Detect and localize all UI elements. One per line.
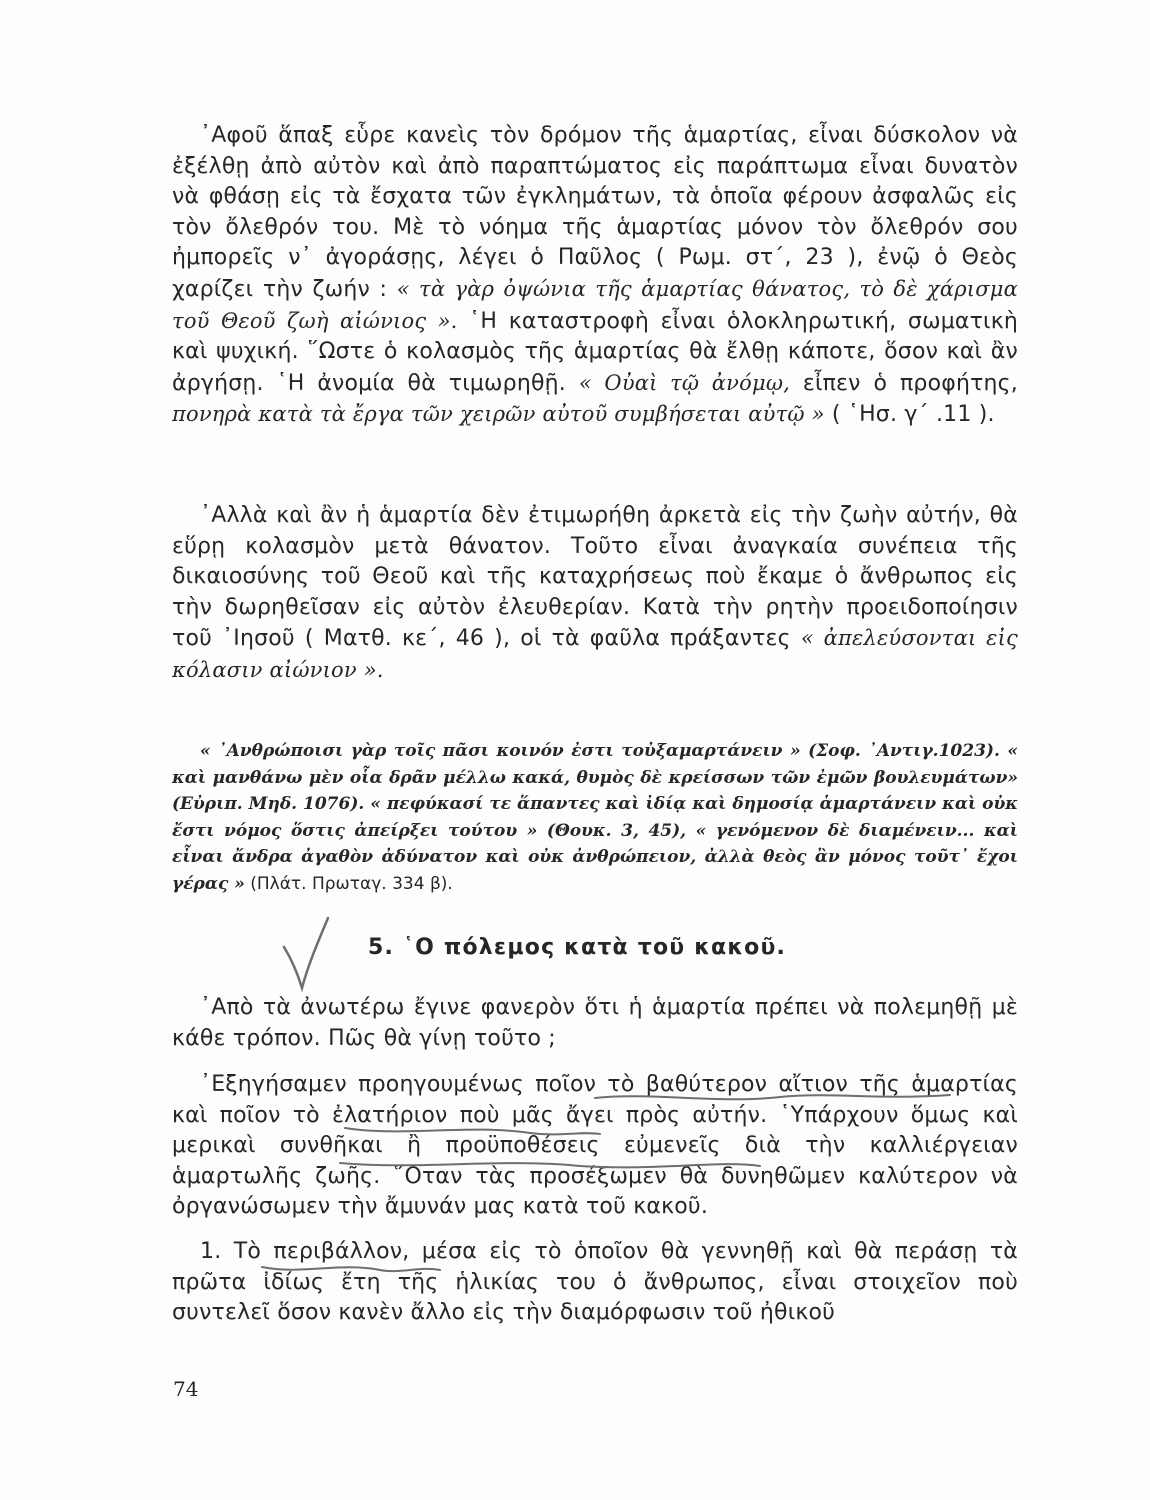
scripture-quote-isaiah-2: πονηρὰ κατὰ τὰ ἔργα τῶν χειρῶν αὐτοῦ συμβήσεται αὐτῷ »: [172, 402, 825, 427]
paragraph-environment: [172, 1237, 1018, 1329]
paragraph-how-to-fight: [172, 993, 1018, 1054]
section-heading: 5. ῾Ο πόλεμος κατὰ τοῦ κακοῦ.: [368, 935, 787, 960]
paragraph-text: εἶπεν ὁ προφήτης,: [802, 370, 1018, 396]
scripture-quote-matthew: « ἀπελεύσονται εἰς κόλασιν αἰώνιον ».: [172, 626, 1018, 682]
paragraph-sin-consequences: [172, 121, 1018, 431]
paragraph-text: ῾Η καταστροφὴ εἶναι ὁλοκληρωτική, σωματικὴ καὶ ψυχική. ῞Ωστε ὁ κολασμὸς τῆς ἁμαρτίας θὰ ἔλθῃ κάποτε, ὅσον καὶ ἂν ἀργήσῃ. ῾Η ἀνομία θὰ τιμωρηθῇ.: [172, 308, 1018, 396]
scripture-quote-romans: « τὰ γὰρ ὀψώνια τῆς ἁμαρτίας θάνατος, τὸ δὲ χάρισμα τοῦ Θεοῦ ζωὴ αἰώνιος ».: [172, 276, 1018, 333]
citation-isaiah: ( ῾Ησ. γ΄ .11 ).: [831, 402, 995, 428]
paragraph-punishment-after-death: [172, 501, 1018, 687]
pencil-checkmark: [284, 918, 328, 988]
footnote-quotes: « ᾿Ανθρώποισι γὰρ τοῖς πᾶσι κοινόν ἐστι τοὐξαμαρτάνειν » (Σοφ. ᾿Αντιγ.1023). « καὶ μανθάνω μὲν οἷα δρᾶν μέλλω κακά, θυμὸς δὲ κρείσσων τῶν ἐμῶν βουλευμάτων» (Εὐριπ. Μηδ. 1076). « πεφύκασί τε ἅπαντες καὶ ἰδίᾳ καὶ δημοσίᾳ ἁμαρτάνειν καὶ οὐκ ἔστι νόμος ὅστις ἀπείρξει τούτου » (Θουκ. 3, 45), « γενόμενον δὲ διαμένειν... καὶ εἶναι ἄνδρα ἀγαθὸν ἀδύνατον καὶ οὐκ ἀνθρώπειον, ἀλλὰ θεὸς ἂν μόνος τοῦτ᾿ ἔχοι γέρας »: [172, 741, 1018, 894]
footnote-classical-quotes: [172, 738, 1018, 897]
paragraph-text: ᾿Απὸ τὰ ἀνωτέρω ἔγινε φανερὸν ὅτι ἡ ἁμαρτία πρέπει νὰ πολεμηθῇ μὲ κάθε τρόπον. Πῶς θὰ γίνῃ τοῦτο ;: [172, 995, 1018, 1051]
scripture-quote-isaiah-1: « Οὐαὶ τῷ ἀνόμῳ,: [578, 370, 791, 395]
paragraph-text: ᾿Αλλὰ καὶ ἂν ἡ ἁμαρτία δὲν ἐτιμωρήθη ἀρκετὰ εἰς τὴν ζωὴν αὐτήν, θὰ εὕρῃ κολασμὸν μετὰ θάνατον. Τοῦτο εἶναι ἀναγκαία συνέπεια τῆς δικαιοσύνης τοῦ Θεοῦ καὶ τῆς καταχρήσεως ποὺ ἔκαμε ὁ ἄνθρωπος εἰς τὴν δωρηθεῖσαν εἰς αὐτὸν ἐλευθερίαν. Κατὰ τὴν ρητὴν προειδοποίησιν τοῦ ᾿Ιησοῦ ( Ματθ. κε΄, 46 ), οἱ τὰ φαῦλα πράξαντες: [172, 503, 1018, 652]
footnote-source-plato: (Πλάτ. Πρωταγ. 334 β).: [250, 873, 453, 894]
paragraph-text: ᾿Εξηγήσαμεν προηγουμένως ποῖον τὸ βαθύτερον αἴτιον τῆς ἁμαρτίας καὶ ποῖον τὸ ἐλατήριον ποὺ μᾶς ἄγει πρὸς αὐτήν. ῾Υπάρχουν ὅμως καὶ μερικαὶ συνθῆκαι ἢ προϋποθέσεις εὐμενεῖς διὰ τὴν καλλιέργειαν ἁμαρτωλῆς ζωῆς. ῞Οταν τὰς προσέξωμεν θὰ δυνηθῶμεν καλύτερον νὰ ὀργανώσωμεν τὴν ἄμυνάν μας κατὰ τοῦ κακοῦ.: [172, 1072, 1018, 1220]
paragraph-text: ᾿Αφοῦ ἅπαξ εὗρε κανεὶς τὸν δρόμον τῆς ἁμαρτίας, εἶναι δύσκολον νὰ ἐξέλθῃ ἀπὸ αὐτὸν καὶ ἀπὸ παραπτώματος εἰς παράπτωμα εἶναι δυνατὸν νὰ φθάσῃ εἰς τὰ ἔσχατα τῶν ἐγκλημάτων, τὰ ὁποῖα φέρουν ἀσφαλῶς εἰς τὸν ὄλεθρόν του. Μὲ τὸ νόημα τῆς ἁμαρτίας μόνον τὸν ὄλεθρόν σου ἠμπορεῖς ν᾿ ἀγοράσῃς, λέγει ὁ Παῦλος ( Ρωμ. στ΄, 23 ), ἐνῷ ὁ Θεὸς χαρίζει τὴν ζωήν :: [172, 123, 1018, 302]
paragraph-conditions: [172, 1070, 1018, 1223]
page-number: 74: [173, 1377, 199, 1401]
paragraph-text: 1. Τὸ περιβάλλον, μέσα εἰς τὸ ὁποῖον θὰ γεννηθῇ καὶ θὰ περάσῃ τὰ πρῶτα ἰδίως ἔτη τῆς ἡλικίας του ὁ ἄνθρωπος, εἶναι στοιχεῖον ποὺ συντελεῖ ὅσον κανὲν ἄλλο εἰς τὴν διαμόρφωσιν τοῦ ἠθικοῦ: [172, 1239, 1018, 1326]
